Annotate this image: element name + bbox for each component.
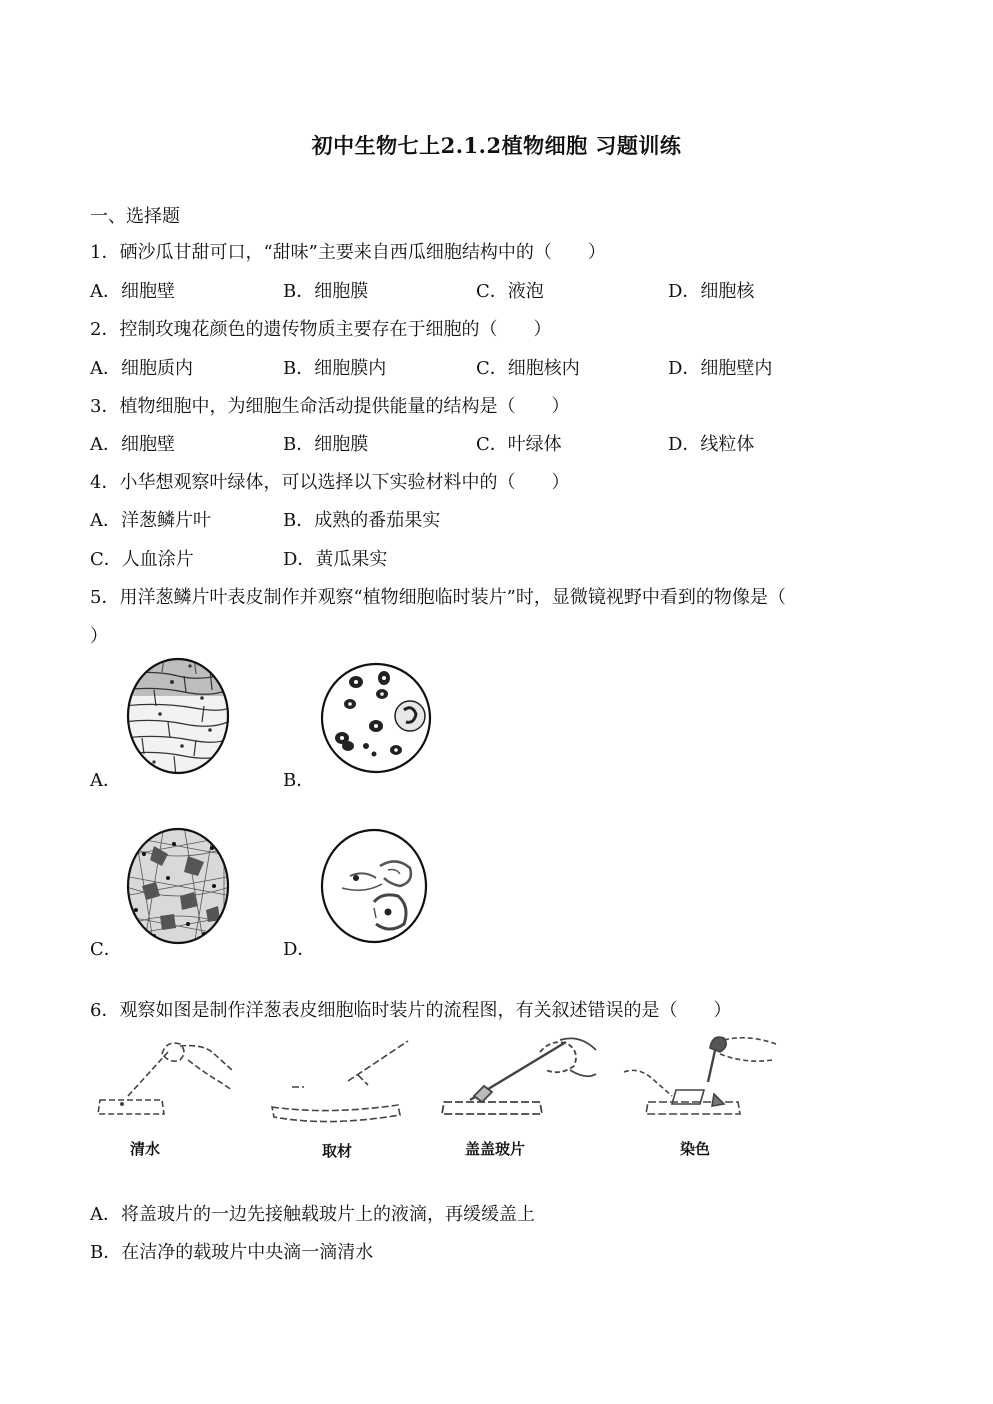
step-label-take-material: 取材 — [322, 1142, 353, 1160]
q6-option-a[interactable]: A．将盖玻片的一边先接触载玻片上的液滴，再缓缓盖上 — [90, 1204, 535, 1225]
question-1-stem: 1．硒沙瓜甘甜可口，“甜味”主要来自西瓜细胞结构中的（ ） — [90, 242, 606, 263]
q6-option-b[interactable]: B．在洁净的载玻片中央滴一滴清水 — [90, 1242, 374, 1263]
q5-option-b[interactable]: B． — [283, 770, 315, 791]
q2-option-d[interactable]: D．细胞壁内 — [668, 358, 773, 379]
q4-option-a[interactable]: A．洋葱鳞片叶 — [90, 510, 211, 531]
q3-option-a[interactable]: A．细胞壁 — [90, 434, 175, 455]
animal-tissue-image — [124, 826, 232, 946]
onion-epidermis-image — [124, 656, 232, 776]
step-take-material-illustration — [268, 1035, 418, 1125]
q3-option-d[interactable]: D．线粒体 — [668, 434, 755, 455]
step-staining-illustration — [620, 1030, 785, 1125]
q2-option-c[interactable]: C．细胞核内 — [476, 358, 580, 379]
q1-option-d[interactable]: D．细胞核 — [668, 281, 755, 302]
section-heading: 一、选择题 — [90, 206, 180, 227]
q1-option-b[interactable]: B．细胞膜 — [283, 281, 369, 302]
question-2-stem: 2．控制玫瑰花颜色的遗传物质主要存在于细胞的（ ） — [90, 319, 552, 340]
question-6-stem: 6．观察如图是制作洋葱表皮细胞临时装片的流程图，有关叙述错误的是（ ） — [90, 1000, 732, 1021]
page-title: 初中生物七上2.1.2植物细胞 习题训练 — [311, 133, 682, 158]
q5-option-d[interactable]: D． — [283, 939, 316, 960]
question-4-stem: 4．小华想观察叶绿体，可以选择以下实验材料中的（ ） — [90, 472, 570, 493]
step-label-cover-slip: 盖盖玻片 — [465, 1140, 526, 1158]
q4-option-c[interactable]: C．人血涂片 — [90, 549, 194, 570]
step-water-illustration — [92, 1030, 242, 1125]
step-label-water: 清水 — [130, 1140, 161, 1158]
step-cover-slip-illustration — [440, 1030, 600, 1125]
question-3-stem: 3．植物细胞中，为细胞生命活动提供能量的结构是（ ） — [90, 396, 570, 417]
q5-option-c[interactable]: C． — [90, 939, 122, 960]
step-label-staining: 染色 — [680, 1140, 711, 1158]
q1-option-a[interactable]: A．细胞壁 — [90, 281, 175, 302]
question-5-stem-continued: ） — [90, 626, 108, 647]
cheek-cells-image — [318, 826, 430, 946]
q4-option-d[interactable]: D．黄瓜果实 — [283, 549, 388, 570]
blood-cells-image — [318, 660, 434, 776]
question-5-stem: 5．用洋葱鳞片叶表皮制作并观察“植物细胞临时装片”时，显微镜视野中看到的物像是（ — [90, 587, 786, 608]
q3-option-b[interactable]: B．细胞膜 — [283, 434, 369, 455]
q5-option-a[interactable]: A． — [90, 770, 121, 791]
q2-option-b[interactable]: B．细胞膜内 — [283, 358, 387, 379]
q1-option-c[interactable]: C．液泡 — [476, 281, 544, 302]
q3-option-c[interactable]: C．叶绿体 — [476, 434, 562, 455]
q4-option-b[interactable]: B．成熟的番茄果实 — [283, 510, 441, 531]
q2-option-a[interactable]: A．细胞质内 — [90, 358, 193, 379]
